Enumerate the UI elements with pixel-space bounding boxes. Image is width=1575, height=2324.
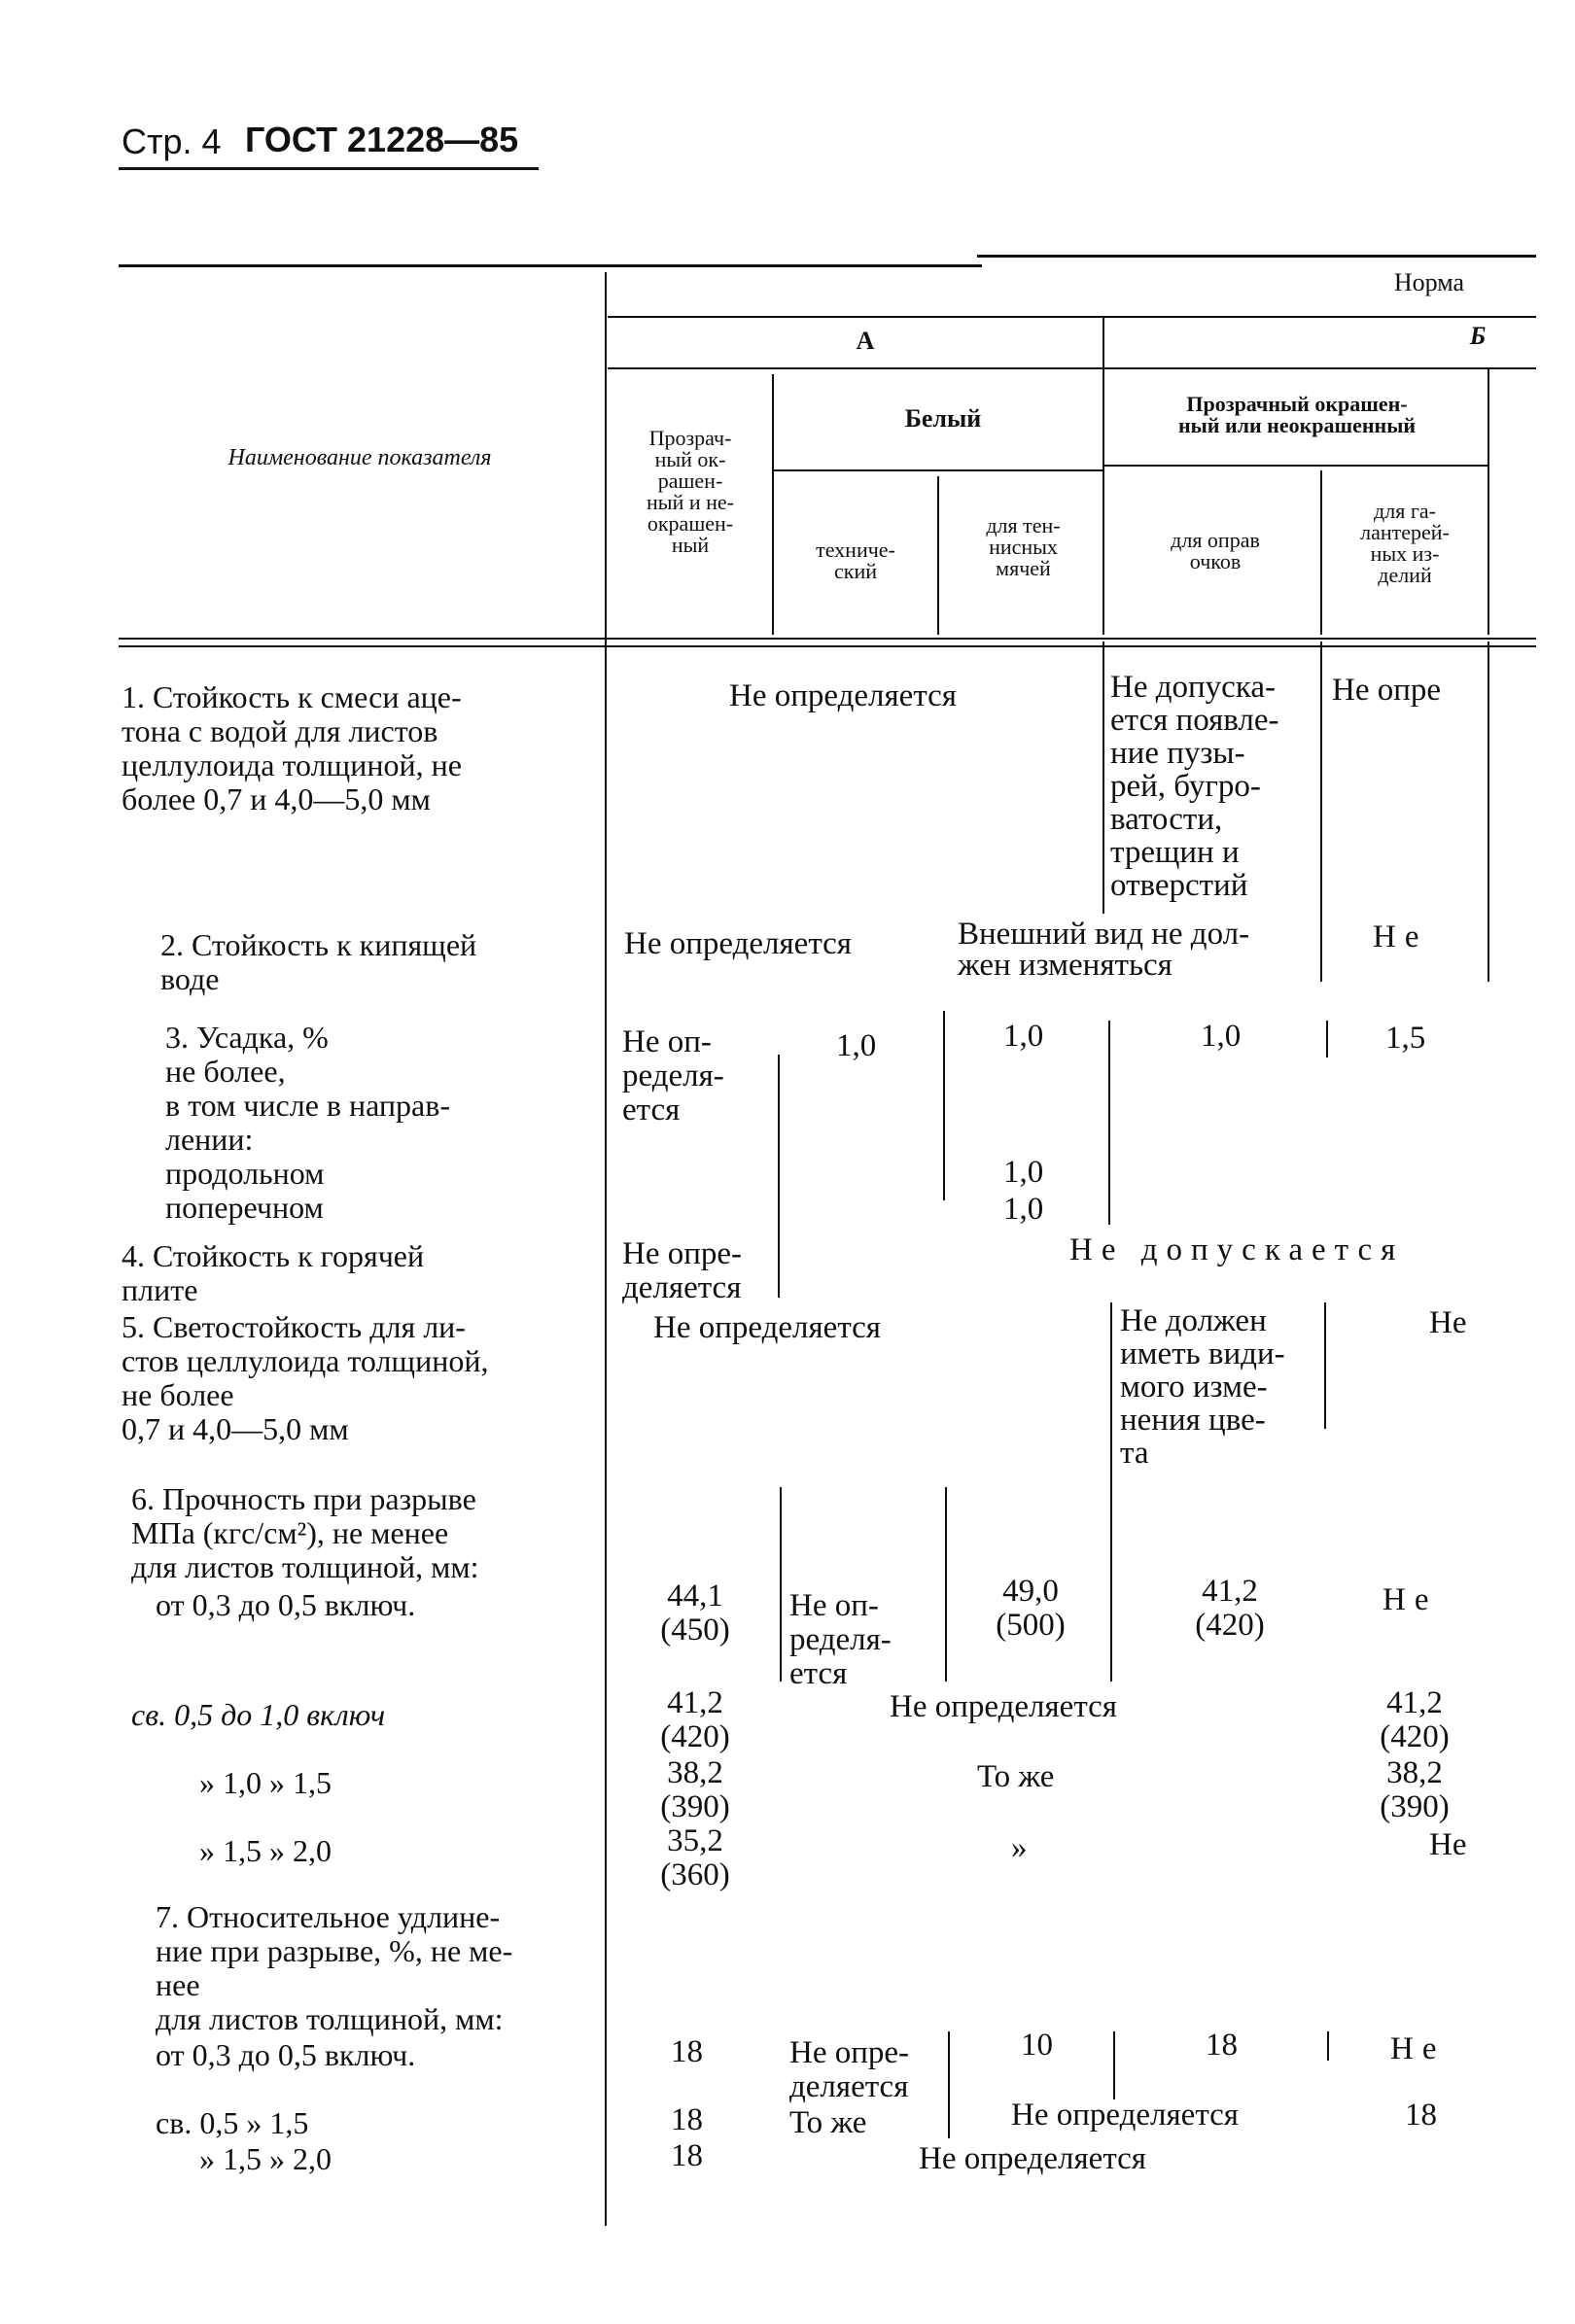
white-divider <box>774 469 1104 471</box>
row-7-sub3-label: » 1,5 » 2,0 <box>199 2141 332 2176</box>
row-7-sub3-middle: Не определяется <box>919 2141 1146 2176</box>
header-bottom-rule-1 <box>119 638 1536 640</box>
row-6-sub2-label: св. 0,5 до 1,0 включ <box>131 1697 386 1732</box>
row-1-frames-border <box>1102 642 1104 914</box>
row-6-frames-border <box>1110 1487 1112 1682</box>
name-column-header: Наименование показателя <box>228 445 492 470</box>
row-6-sub3-middle: То же <box>977 1759 1055 1794</box>
row-7-sub2-label: св. 0,5 » 1,5 <box>156 2105 309 2140</box>
row-3-tennis-border <box>943 1011 945 1200</box>
table-top-rule-right <box>977 255 1536 258</box>
row-6-sub1-frames: 41,2 (420) <box>1195 1574 1265 1643</box>
row-6-sub4-label: » 1,5 » 2,0 <box>199 1833 332 1868</box>
transparent-b-header: Прозрачный окрашен- ный или неокрашенный <box>1177 392 1417 437</box>
row-3-name: 3. Усадка, % не более, в том числе в направ- лении: продольном поперечном <box>165 1020 451 1225</box>
row-6-sub3-label: » 1,0 » 1,5 <box>199 1765 332 1800</box>
row-2-group-b: Внешний вид не дол- жен изменяться <box>958 917 1250 983</box>
name-col-border <box>605 272 607 2226</box>
page-number: Стр. 4 <box>122 121 222 161</box>
row-1-group-a: Не определяется <box>729 678 957 713</box>
group-divider <box>608 367 1536 369</box>
row-7-sub3-transparent-a: 18 <box>671 2138 703 2173</box>
tech-col-border-header <box>772 374 774 635</box>
row-5-group-a: Не определяется <box>653 1310 881 1345</box>
row-7-sub1-label: от 0,3 до 0,5 включ. <box>156 2037 416 2072</box>
norm-header: Норма <box>1393 268 1465 296</box>
row-7-sub1-technical: Не опре- деляется <box>789 2035 910 2104</box>
row-1-name: 1. Стойкость к смеси аце- тона с водой для листов целлулоида толщиной, не более 0,7 и 4,0—5,0 мм <box>122 679 462 816</box>
row-4-rest: Не допускается <box>1069 1232 1405 1267</box>
row-6-sub1-label: от 0,3 до 0,5 включ. <box>156 1587 416 1622</box>
transparent-b-divider <box>1104 465 1488 467</box>
row-7-haberdashery-border <box>1327 2031 1329 2061</box>
row-7-sub1-transparent-a: 18 <box>671 2034 703 2069</box>
row-4-transparent-a: Не опре- деляется <box>622 1236 743 1305</box>
row-7-sub2-haberdashery: 18 <box>1405 2098 1437 2133</box>
row-7-sub2-technical: То же <box>789 2105 867 2140</box>
header-rule <box>119 167 539 170</box>
row-7-sub2-transparent-a: 18 <box>671 2102 703 2137</box>
row-6-sub1-haberdashery: Не <box>1382 1582 1438 1617</box>
transparent-a-header: Прозрач- ный ок- рашен- ный и не- окрашен- ный <box>647 426 734 557</box>
row-6-sub3-transparent-a: 38,2 (390) <box>660 1755 730 1824</box>
standard-number: ГОСТ 21228—85 <box>245 120 519 159</box>
row-7-frames-border <box>1113 2031 1115 2099</box>
white-header: Белый <box>904 404 982 433</box>
row-3-technical: 1,0 <box>836 1028 877 1063</box>
row-6-sub4-transparent-a: 35,2 (360) <box>660 1823 730 1892</box>
row-7-sub1-haberdashery: Не <box>1390 2031 1446 2066</box>
frames-col-border-header <box>1320 470 1322 635</box>
row-2-haberdashery: Не <box>1373 919 1428 954</box>
row-6-sub2-transparent-a: 41,2 (420) <box>660 1685 730 1754</box>
row-5-name: 5. Светостойкость для ли- стов целлулоида толщиной, не более 0,7 и 4,0—5,0 мм <box>122 1309 489 1446</box>
group-a-header: А <box>856 327 875 355</box>
row-1-haberdashery: Не опре <box>1332 673 1442 708</box>
row-6-sub1-technical: Не оп- ределя- ется <box>789 1588 892 1691</box>
row-3-haberdashery: 1,5 <box>1385 1021 1426 1056</box>
row-7-name: 7. Относительное удлине- ние при разрыве, %, не ме- нее для листов толщиной, мм: <box>156 1899 513 2036</box>
technical-header: техниче- ский <box>816 538 895 583</box>
table-top-rule-left <box>119 264 982 267</box>
row-3-tennis: 1,0 <box>1003 1019 1044 1054</box>
row-2-name: 2. Стойкость к кипящей воде <box>160 927 477 996</box>
row-3-tennis-long: 1,0 <box>1003 1155 1044 1190</box>
tennis-col-border-header <box>937 476 939 635</box>
row-5-haberdashery-border <box>1324 1302 1326 1429</box>
row-3-frames: 1,0 <box>1201 1019 1242 1054</box>
b-col-border-header <box>1102 316 1104 635</box>
row-7-sub1-tennis: 10 <box>1021 2028 1053 2063</box>
row-6-sub3-haberdashery: 38,2 (390) <box>1380 1755 1450 1824</box>
tennis-header: для тен- нисных мячей <box>986 513 1061 580</box>
row-6-sub2-middle: Не определяется <box>890 1689 1117 1724</box>
group-b-header: Б <box>1469 322 1487 350</box>
norm-divider <box>608 316 1536 318</box>
haberdashery-header: для га- лантерей- ных из- делий <box>1360 499 1450 587</box>
row-3-transparent-a: Не оп- ределя- ется <box>622 1024 724 1127</box>
row-6-sub4-haberdashery: Не <box>1429 1827 1467 1862</box>
row-2-group-a: Не определяется <box>624 926 852 961</box>
row-6-sub4-middle: » <box>1011 1830 1028 1865</box>
row-1-haberdashery-border <box>1320 642 1322 982</box>
row-6-name: 6. Прочность при разрыве МПа (кгс/см²), не менее для листов толщиной, мм: <box>131 1481 479 1584</box>
row-3-haberdashery-border <box>1326 1021 1328 1058</box>
row-6-sub1-tennis: 49,0 (500) <box>996 1574 1066 1643</box>
row-3-tennis-cross: 1,0 <box>1003 1192 1044 1227</box>
row-7-tennis-border <box>948 2031 950 2138</box>
row-5-frames: Не должен иметь види- мого изме- нения цве- та <box>1120 1303 1285 1471</box>
row-1-right-border <box>1488 642 1489 982</box>
row-7-sub2-middle: Не определяется <box>1011 2098 1239 2133</box>
header-bottom-rule-2 <box>119 645 1536 647</box>
row-6-sub2-haberdashery: 41,2 (420) <box>1380 1685 1450 1754</box>
row-6-tech-border <box>780 1487 782 1682</box>
haberdashery-col-border-header <box>1488 367 1489 635</box>
row-7-sub1-frames: 18 <box>1206 2028 1238 2063</box>
row-1-frames: Не допуска- ется появле- ние пузы- рей, бугро- ватости, трещин и отверстий <box>1110 670 1279 903</box>
row-6-sub1-transparent-a: 44,1 (450) <box>660 1578 730 1648</box>
row-3-tech-border <box>778 1055 780 1298</box>
row-3-frames-border <box>1108 1021 1110 1225</box>
row-6-tennis-border <box>945 1487 947 1682</box>
frames-header: для оправ очков <box>1171 528 1260 573</box>
row-4-name: 4. Стойкость к горячей плите <box>122 1238 425 1307</box>
row-5-haberdashery: Не <box>1429 1305 1467 1340</box>
